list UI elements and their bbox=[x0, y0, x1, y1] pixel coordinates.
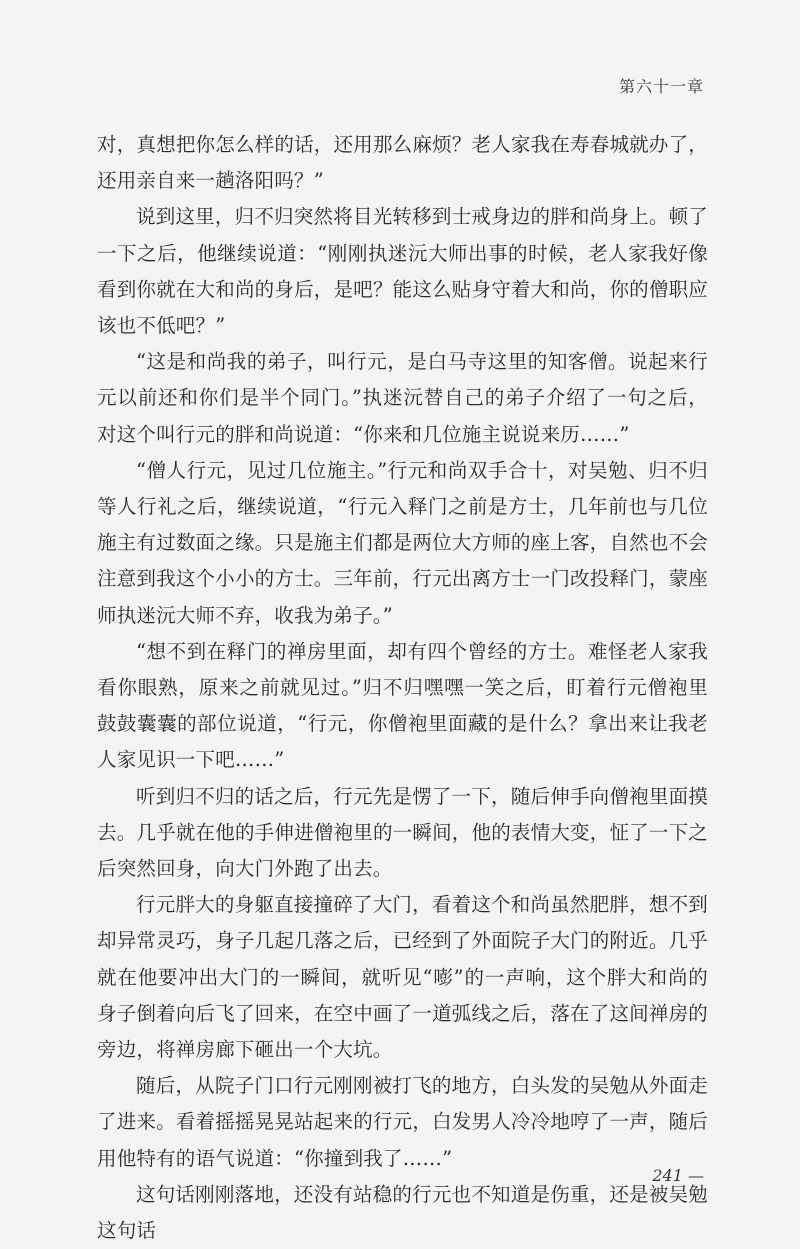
paragraph: 这句话刚刚落地，还没有站稳的行元也不知道是伤重，还是被吴勉这句话 bbox=[97, 1182, 708, 1243]
paragraph: 随后，从院子门口行元刚刚被打飞的地方，白头发的吴勉从外面走了进来。看着摇摇晃晃站起来的行元，白发男人冷冷地哼了一声，随后用他特有的语气说道：“你撞到我了……” bbox=[97, 1074, 708, 1170]
paragraph: 对，真想把你怎么样的话，还用那么麻烦？老人家我在寿春城就办了，还用亲自来一趟洛阳吗？” bbox=[97, 133, 708, 193]
page-number: 241 — bbox=[652, 1166, 704, 1185]
paragraph: “想不到在释门的禅房里面，却有四个曾经的方士。难怪老人家我看你眼熟，原来之前就见过。”归不归嘿嘿一笑之后，盯着行元僧袍里鼓鼓囊囊的部位说道，“行元，你僧袍里面藏的是什么？拿出来让我老人家见识一下吧……” bbox=[97, 639, 708, 772]
body-text bbox=[97, 127, 708, 1249]
paragraph: “这是和尚我的弟子，叫行元，是白马寺这里的知客僧。说起来行元以前还和你们是半个同门。”执迷沅替自己的弟子介绍了一句之后，对这个叫行元的胖和尚说道：“你来和几位施主说说来历……” bbox=[97, 350, 708, 446]
paragraph: “僧人行元，见过几位施主。”行元和尚双手合十，对吴勉、归不归等人行礼之后，继续说道，“行元入释门之前是方士，几年前也与几位施主有过数面之缘。只是施主们都是两位大方师的座上客，自然也不会注意到我这个小小的方士。三年前，行元出离方士一门改投释门，蒙座师执迷沅大师不弃，收我为弟子。” bbox=[97, 458, 708, 627]
paragraph: 行元胖大的身躯直接撞碎了大门，看着这个和尚虽然肥胖，想不到却异常灵巧，身子几起几落之后，已经到了外面院子大门的附近。几乎就在他要冲出大门的一瞬间，就听见“嘭”的一声响，这个胖大和尚的身子倒着向后飞了回来，在空中画了一道弧线之后，落在了这间禅房的旁边，将禅房廊下砸出一个大坑。 bbox=[97, 893, 708, 1062]
paragraph: 听到归不归的话之后，行元先是愣了一下，随后伸手向僧袍里面摸去。几乎就在他的手伸进僧袍里的一瞬间，他的表情大变，怔了一下之后突然回身，向大门外跑了出去。 bbox=[97, 784, 708, 881]
paragraph: 说到这里，归不归突然将目光转移到士戒身边的胖和尚身上。顿了一下之后，他继续说道：“刚刚执迷沅大师出事的时候，老人家我好像看到你就在大和尚的身后，是吧？能这么贴身守着大和尚，你的僧职应该也不低吧？” bbox=[97, 205, 708, 338]
chapter-header: 第六十一章 bbox=[618, 77, 704, 96]
